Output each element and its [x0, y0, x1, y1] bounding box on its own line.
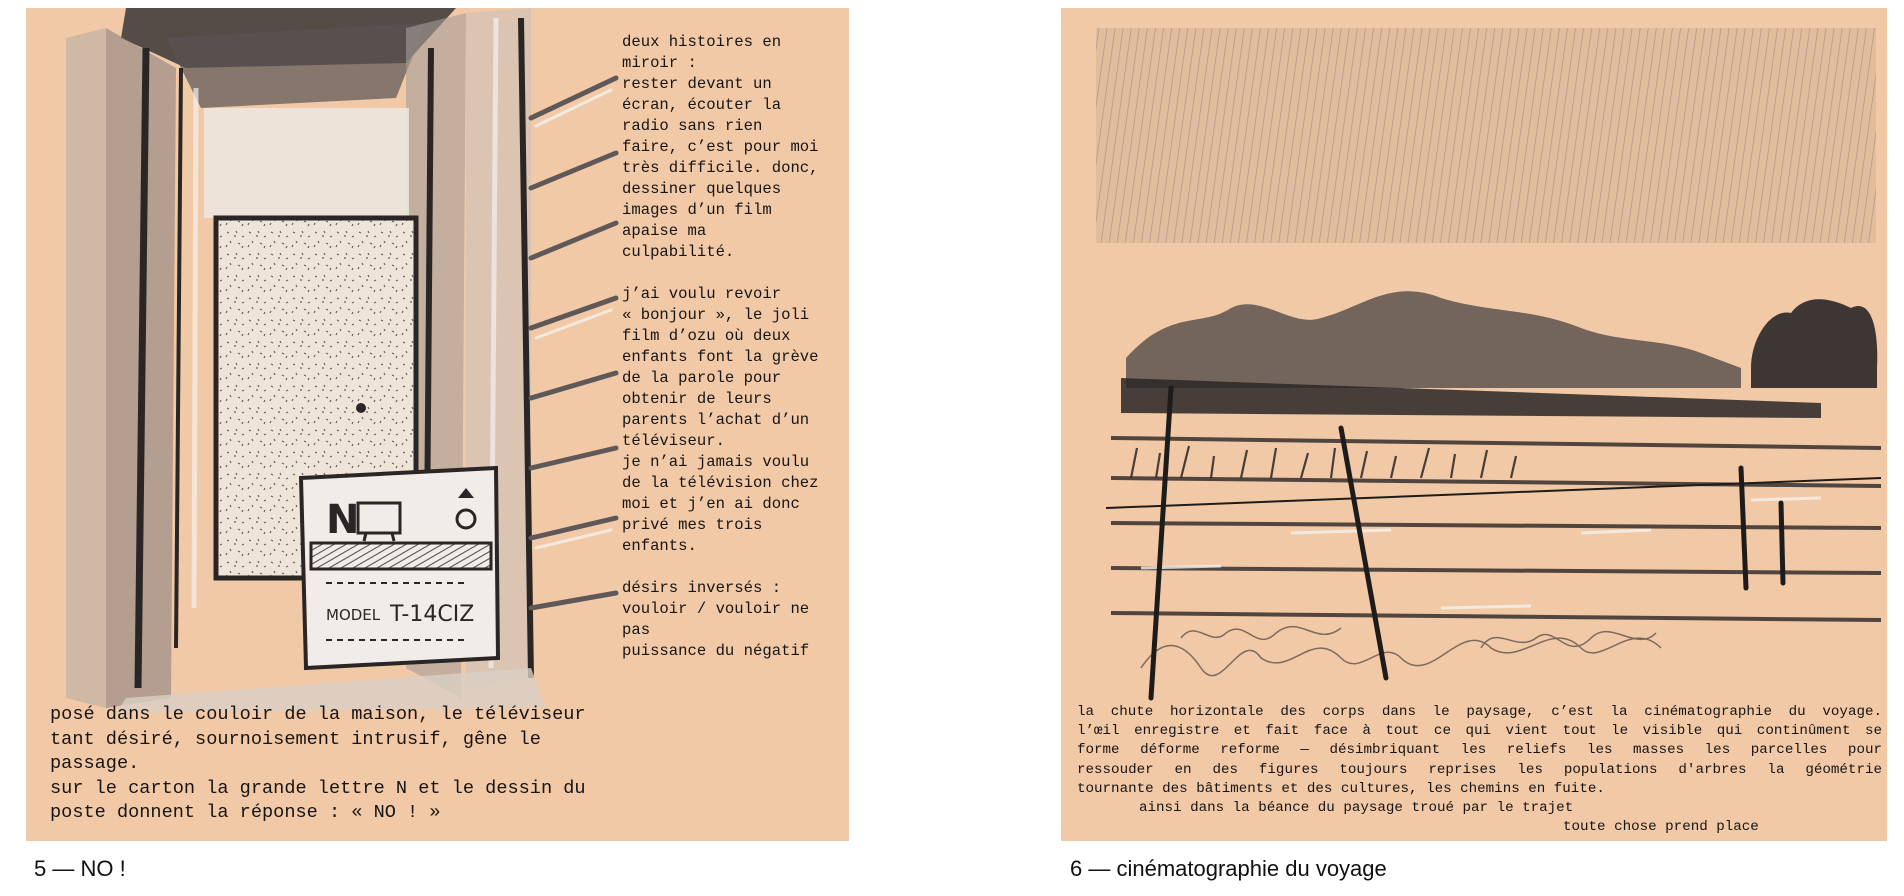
caption-right-line: l’œil enregistre et fait face à tout ce qui vient tout le visible qui continûment se — [1077, 723, 1882, 740]
caption-right-line: tournante des bâtiments et des cultures, les chemins en fuite. — [1077, 780, 1605, 797]
right-drawing-panel — [1061, 8, 1887, 841]
left-drawing-panel — [26, 8, 849, 841]
box-model-prefix: MODEL — [326, 606, 381, 624]
caption-right-line: forme déforme reforme — désimbriquant les reliefs les masses les parcelles pour — [1077, 742, 1882, 759]
caption-right — [1077, 703, 1882, 837]
side-text: deux histoires en miroir : rester devant un écran, écouter la radio sans rien faire, c’est pour moi très difficile. donc, dessiner quelques images d’un film apaise ma culpabilité. j’ai voulu revoir « bonjour », le joli film d’ozu où deux enfants font la grève de la parole pour obtenir de leurs parents l’achat d’un téléviseur. je n’ai jamais voulu de la télévision chez moi et j’en ai donc privé mes trois enfants. désirs inversés : vouloir / vouloir ne pas puissance du négatif — [622, 33, 819, 660]
box-model: T-14CIZ — [390, 602, 475, 627]
caption-left: posé dans le couloir de la maison, le téléviseur tant désiré, sournoisement intrusif, gêne le passage. sur le carton la grande lettre N et le dessin du poste donnent la réponse : « NO ! » — [50, 704, 586, 823]
title-left: 5 — NO ! — [34, 856, 126, 881]
caption-right-line: la chute horizontale des corps dans le paysage, c’est la cinématographie du voyage. — [1077, 704, 1882, 720]
caption-right-line: toute chose prend place — [1563, 819, 1759, 836]
caption-right-line: ressouder en des figures toujours reprises les populations d'arbres la géométrie — [1077, 761, 1882, 778]
title-right: 6 — cinématographie du voyage — [1070, 856, 1387, 881]
caption-right-line: ainsi dans la béance du paysage troué par le trajet — [1139, 799, 1574, 816]
box-letter: N — [326, 497, 360, 543]
